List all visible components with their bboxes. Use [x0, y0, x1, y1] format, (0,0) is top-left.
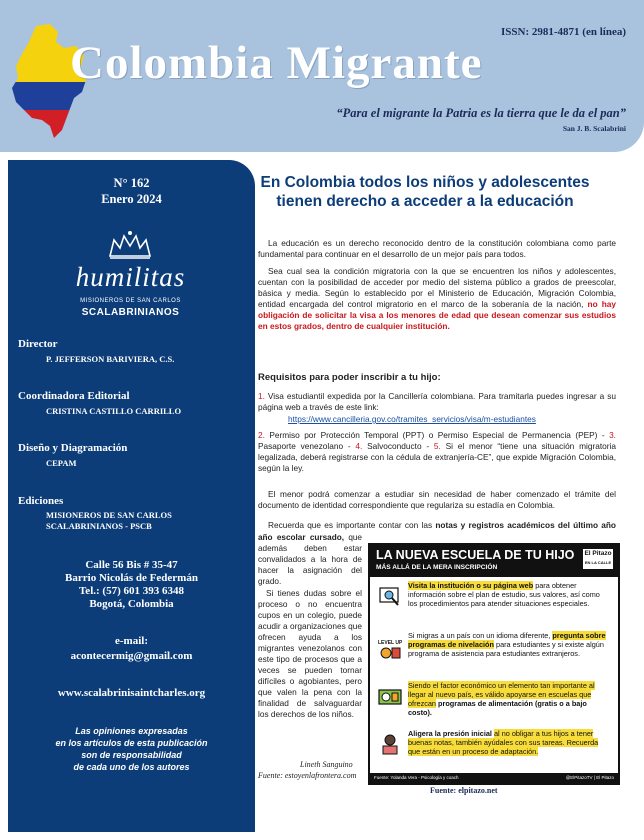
requirements-heading: Requisitos para poder inscribir a tu hijo: — [258, 372, 441, 383]
req3-number: 3. — [609, 430, 616, 440]
logo-wordmark: humilitas — [75, 262, 186, 292]
website-link[interactable]: www.scalabrinisaintcharles.org — [57, 687, 206, 699]
editions-line1: MISIONEROS DE SAN CARLOS — [46, 510, 172, 520]
coordinator-label: Coordinadora Editorial — [18, 390, 130, 402]
tip-3 — [408, 681, 608, 717]
crown-icon — [68, 230, 193, 260]
paragraph-1: La educación es un derecho reconocido dentro de la constitución colombiana como parte fundamental para continuar en el desarrollo de un mejor país para todos. — [258, 238, 616, 259]
infographic-footer-source: Fuente: Yolanda Vera - Psicología y coach — [374, 775, 459, 780]
req1-text: Visa estudiantil expedida por la Cancillería colombiana. Para tramitarla puedes ingresar a su página web a través de este link: — [258, 391, 616, 412]
svg-text:LEVEL UP: LEVEL UP — [378, 640, 402, 646]
director-name: P. JEFFERSON BARIVIERA, C.S. — [46, 354, 175, 364]
tip-4-bold: Aligera la presión inicial — [408, 729, 492, 738]
email-link[interactable]: acontecermig@gmail.com — [70, 650, 193, 662]
infographic-title: LA NUEVA ESCUELA DE TU HIJO — [376, 548, 575, 562]
masthead — [0, 0, 644, 152]
level-up-icon — [378, 637, 402, 661]
tip-4 — [408, 729, 608, 756]
tip-3-bold: programas de alimentación (gratis o a bajo costo). — [408, 699, 587, 717]
child-studying-icon — [378, 733, 402, 757]
editions-line2: SCALABRINIANOS - PSCB — [46, 521, 152, 531]
author-signature: Lineth Sanguino — [300, 760, 353, 769]
address-city: Bogotá, Colombia — [89, 598, 174, 610]
tip-2-text-a: Si migras a un país con un idioma diferente, — [408, 631, 551, 640]
tip-3-text: Siendo el factor económico un elemento tan importante al llegar al nuevo país, es válido apoyarse en escuelas que ofrezcan — [408, 681, 595, 708]
tip-2-text-b: para estudiantes y si existe algún programa de asistencia para estudiantes extranjeros. — [408, 640, 604, 658]
el-pitazo-logo — [583, 549, 613, 569]
disclaimer-line2: en los artículos de esta publicación — [55, 738, 208, 748]
req5-number: 5. — [433, 441, 441, 451]
sidebar — [8, 160, 255, 832]
tip-1-bold: Visita la institución o su página web — [408, 581, 534, 590]
req3-text: Pasaporte venezolano - — [258, 441, 351, 451]
magnifier-web-icon — [378, 585, 402, 609]
editions-label: Ediciones — [18, 495, 64, 507]
brand-sub: EN LA CALLE — [584, 560, 612, 565]
disclaimer-line3: son de responsabilidad — [81, 750, 182, 760]
paragraph-3: El menor podrá comenzar a estudiar sin necesidad de haber comenzado el trámite del documento de identidad correspondiente que regulariza su estadía en Colombia. — [258, 489, 616, 510]
paragraph-5: Si tienes dudas sobre el proceso o no encuentra cupos en un colegio, puede acudir a organizaciones que ofrecen ayuda a los migrantes venezolanos con este tipo de procesos que a veces se pueden tornar difíciles o agobiantes, pero que valen la pena con la finalidad de salvaguardar los derechos de los niños. — [258, 588, 362, 719]
paragraph-4-tail: que además deben estar convalidados a la hora de hacer la asignación del grado. — [258, 533, 362, 586]
paragraph-4-line1 — [258, 520, 616, 532]
humilitas-logo — [68, 230, 193, 318]
tip-2-bold: pregunta sobre programas de nivelación — [408, 631, 606, 649]
issn: ISSN: 2981-4871 (en línea) — [501, 26, 626, 38]
paragraph-2 — [258, 266, 616, 332]
disclaimer-line4: de cada uno de los autores — [73, 762, 190, 772]
motto-author: San J. B. Scalabrini — [562, 124, 626, 133]
req2-text: Permiso por Protección Temporal (PPT) o Permiso Especial de Permanencia (PEP) - — [269, 430, 605, 440]
food-tray-icon — [378, 685, 402, 709]
tip-2 — [408, 631, 608, 658]
director-label: Director — [18, 338, 58, 350]
address-line1: Calle 56 Bis # 35-47 — [85, 559, 178, 571]
req4-text: Salvoconducto - — [367, 441, 430, 451]
paragraph-2-highlight: no hay obligación de solicitar la visa a los menores de edad que desean comenzar sus estudios en estos grados, dentro de cualquier institución. — [258, 299, 616, 331]
publication-title: Colombia Migrante — [70, 37, 483, 89]
address-phone: Tel.: (57) 601 393 6348 — [78, 585, 184, 597]
article-source: Fuente: estoyenlafrontera.com — [258, 771, 357, 780]
article-title-line2: tienen derecho a acceder a la educación — [276, 193, 574, 210]
article-title-line1: En Colombia todos los niños y adolescentes — [260, 174, 590, 191]
issue-date: Enero 2024 — [101, 192, 162, 206]
coordinator-name: CRISTINA CASTILLO CARRILLO — [46, 406, 182, 416]
tip-1 — [408, 581, 608, 608]
tip-1-text: para obtener información sobre el plan de estudio, sus valores, así como los procedimientos para atender situaciones especiales. — [408, 581, 600, 608]
infographic-subtitle: MÁS ALLÁ DE LA MERA INSCRIPCIÓN — [376, 564, 498, 571]
article-title — [206, 173, 644, 211]
req1-number: 1. — [258, 391, 265, 401]
infographic-caption: Fuente: elpitazo.net — [430, 786, 498, 795]
req2-number: 2. — [258, 430, 265, 440]
issue-number: N° 162 — [113, 176, 150, 190]
paragraph-4-intro: Recuerda que es importante contar con las — [268, 520, 433, 530]
logo-line1: MISIONEROS DE SAN CARLOS — [80, 298, 181, 304]
paragraph-4-rest: año escolar cursado, que además deben estar convalidados a la hora de hacer la asignación del grado. — [258, 533, 362, 586]
address-line2: Barrio Nicolás de Federmán — [65, 572, 198, 584]
infographic-footer-social: @ElPitazoTV | El Pitazo — [565, 775, 614, 780]
design-name: CEPAM — [46, 458, 77, 468]
requirement-1 — [258, 391, 616, 413]
email-label: e-mail: — [115, 635, 148, 647]
infographic-footer — [370, 773, 618, 783]
infographic-box — [368, 543, 620, 785]
disclaimer-line1: Las opiniones expresadas — [75, 726, 188, 736]
tip-4-text: al no obligar a tus hijos a tener buenas notas, también ayúdales con sus tareas. Recuerda que están en un proceso de adaptación. — [408, 729, 599, 756]
brand-name: El Pitazo — [584, 550, 612, 557]
motto: “Para el migrante la Patria es la tierra que le da el pan” — [336, 106, 626, 120]
infographic-header — [370, 545, 618, 577]
logo-line2: SCALABRINIANOS — [81, 307, 180, 318]
paragraph-4-bold: notas y registros académicos del último año — [435, 520, 616, 530]
req5-text: Si el menor “tiene una situación migratoria legalizada, deberá registrarse con la cédula de extranjería-CE”, que expide Migración Colombia, según la ley. — [258, 441, 616, 473]
requirements-2-5 — [258, 430, 616, 474]
cancilleria-link[interactable] — [288, 414, 618, 425]
req4-number: 4. — [355, 441, 363, 451]
design-label: Diseño y Diagramación — [18, 442, 128, 454]
paragraph-2-text: Sea cual sea la condición migratoria con la que se encuentren los niños y adolescentes, cuentan con la posibilidad de acceder por medio del sistema público a grados de preescolar, básica y media. Según lo establecido por el Ministerio de Educación, Migración Colombia, entidad encargada del control migratorio en el marco de la soberanía de la nación, — [258, 266, 616, 309]
cancilleria-link-text[interactable]: https://www.cancilleria.gov.co/tramites_servicios/visa/m-estudiantes — [288, 414, 536, 424]
